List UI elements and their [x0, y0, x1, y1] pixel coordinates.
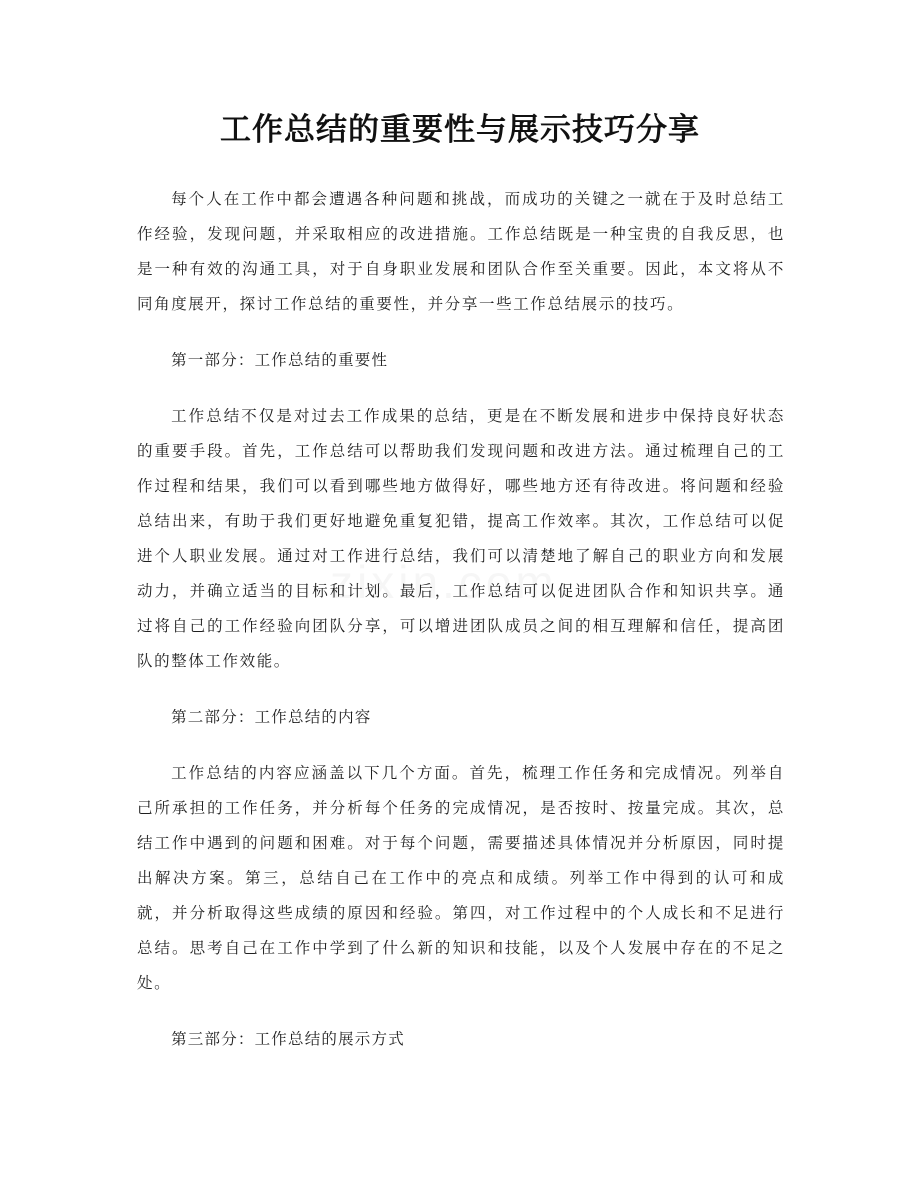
page-title: 工作总结的重要性与展示技巧分享 — [220, 112, 700, 148]
section-heading-3: 第三部分：工作总结的展示方式 — [171, 1030, 405, 1048]
document-body — [137, 182, 785, 1078]
section-heading-1: 第一部分：工作总结的重要性 — [171, 351, 389, 369]
section-heading-2: 第二部分：工作总结的内容 — [171, 708, 372, 726]
section-1-paragraph: 工作总结不仅是对过去工作成果的总结，更是在不断发展和进步中保持良好状态的重要手段。首先，工作总结可以帮助我们发现问题和改进方法。通过梳理自己的工作过程和结果，我们可以看到哪些地方做得好，哪些地方还有待改进。将问题和经验总结出来，有助于我们更好地避免重复犯错，提高工作效率。其次，工作总结可以促进个人职业发展。通过对工作进行总结，我们可以清楚地了解自己的职业方向和发展动力，并确立适当的目标和计划。最后，工作总结可以促进团队合作和知识共享。通过将自己的工作经验向团队分享，可以增进团队成员之间的相互理解和信任，提高团队的整体工作效能。 — [137, 407, 785, 670]
intro-paragraph: 每个人在工作中都会遭遇各种问题和挑战，而成功的关键之一就在于及时总结工作经验，发现问题，并采取相应的改进措施。工作总结既是一种宝贵的自我反思，也是一种有效的沟通工具，对于自身职业发展和团队合作至关重要。因此，本文将从不同角度展开，探讨工作总结的重要性，并分享一些工作总结展示的技巧。 — [137, 190, 785, 313]
section-2-paragraph: 工作总结的内容应涵盖以下几个方面。首先，梳理工作任务和完成情况。列举自己所承担的工作任务，并分析每个任务的完成情况，是否按时、按量完成。其次，总结工作中遇到的问题和困难。对于每个问题，需要描述具体情况并分析原因，同时提出解决方案。第三，总结自己在工作中的亮点和成绩。列举工作中得到的认可和成就，并分析取得这些成绩的原因和经验。第四，对工作过程中的个人成长和不足进行总结。思考自己在工作中学到了什么新的知识和技能，以及个人发展中存在的不足之处。 — [137, 764, 785, 992]
